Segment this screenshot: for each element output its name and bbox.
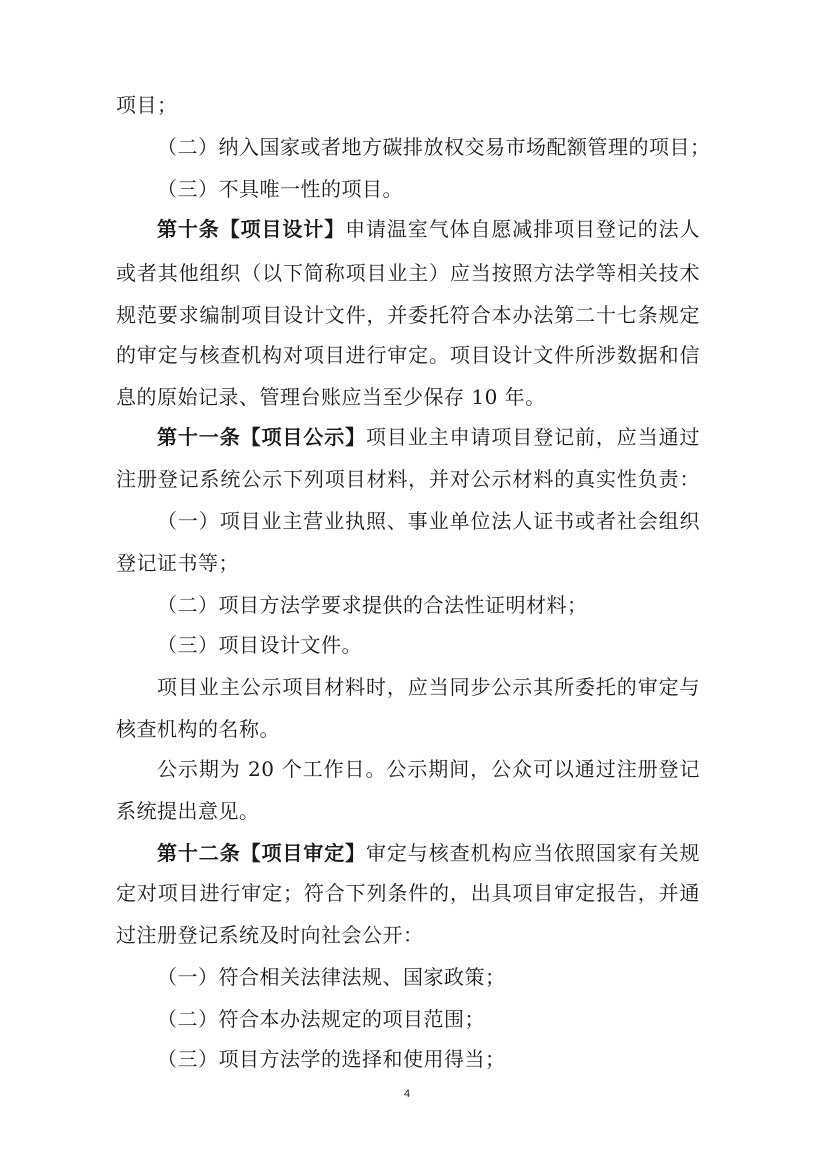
text-line [157, 672, 700, 702]
line-text: （三）不具唯一性的项目。 [157, 177, 403, 201]
text-line [116, 258, 700, 288]
page-number: 4 [403, 1088, 411, 1100]
text-line [116, 796, 700, 826]
text-line [116, 878, 700, 908]
line-text: （三）项目方法学的选择和使用得当； [157, 1047, 506, 1071]
line-text: 过注册登记系统及时向社会公开： [116, 923, 424, 947]
text-line [157, 506, 700, 536]
text-line [157, 962, 700, 992]
text-line [157, 754, 700, 784]
line-text: 注册登记系统公示下列项目材料，并对公示材料的真实性负责： [116, 467, 700, 491]
line-text: 项目； [116, 93, 178, 117]
line-text: 的审定与核查机构对项目进行审定。项目设计文件所涉数据和信 [116, 343, 700, 367]
line-text: 申请温室气体自愿减排项目登记的法人 [345, 217, 701, 241]
text-line [157, 1004, 700, 1034]
line-text: （一）项目业主营业执照、事业单位法人证书或者社会组织 [157, 509, 700, 533]
text-line [116, 382, 700, 412]
text-line [116, 714, 700, 744]
article-heading-line [157, 214, 700, 244]
text-line [157, 1044, 700, 1074]
text-line [157, 132, 711, 162]
text-line [157, 590, 700, 620]
line-text: （三）项目设计文件。 [157, 633, 362, 657]
line-text: 规范要求编制项目设计文件，并委托符合本办法第二十七条规定 [116, 303, 700, 327]
text-line [116, 548, 700, 578]
text-line [116, 300, 700, 330]
article-title: 第十条【项目设计】 [157, 217, 346, 241]
article-title: 第十二条【项目审定】 [157, 841, 366, 865]
text-line [116, 464, 700, 494]
line-text: （二）符合本办法规定的项目范围； [157, 1007, 485, 1031]
line-text: 核查机构的名称。 [116, 717, 280, 741]
article-title: 第十一条【项目公示】 [157, 425, 366, 449]
line-text: 定对项目进行审定；符合下列条件的，出具项目审定报告，并通 [116, 881, 700, 905]
line-text: 系统提出意见。 [116, 799, 260, 823]
line-text: 项目业主公示项目材料时，应当同步公示其所委托的审定与 [157, 675, 700, 699]
text-line [157, 630, 700, 660]
line-text: 息的原始记录、管理台账应当至少保存 10 年。 [116, 385, 546, 409]
line-text: 登记证书等； [116, 551, 239, 575]
line-text: 审定与核查机构应当依照国家有关规 [366, 841, 700, 865]
line-text: （一）符合相关法律法规、国家政策； [157, 965, 506, 989]
line-text: （二）纳入国家或者地方碳排放权交易市场配额管理的项目； [157, 135, 711, 159]
article-heading-line [157, 838, 700, 868]
line-text: （二）项目方法学要求提供的合法性证明材料； [157, 593, 588, 617]
line-text: 或者其他组织（以下简称项目业主）应当按照方法学等相关技术 [116, 261, 700, 285]
line-text: 公示期为 20 个工作日。公示期间，公众可以通过注册登记 [157, 757, 700, 781]
article-heading-line [157, 422, 700, 452]
text-line [116, 340, 700, 370]
line-text: 项目业主申请项目登记前，应当通过 [366, 425, 700, 449]
text-line [116, 920, 700, 950]
text-line [116, 90, 700, 120]
text-line [157, 174, 700, 204]
